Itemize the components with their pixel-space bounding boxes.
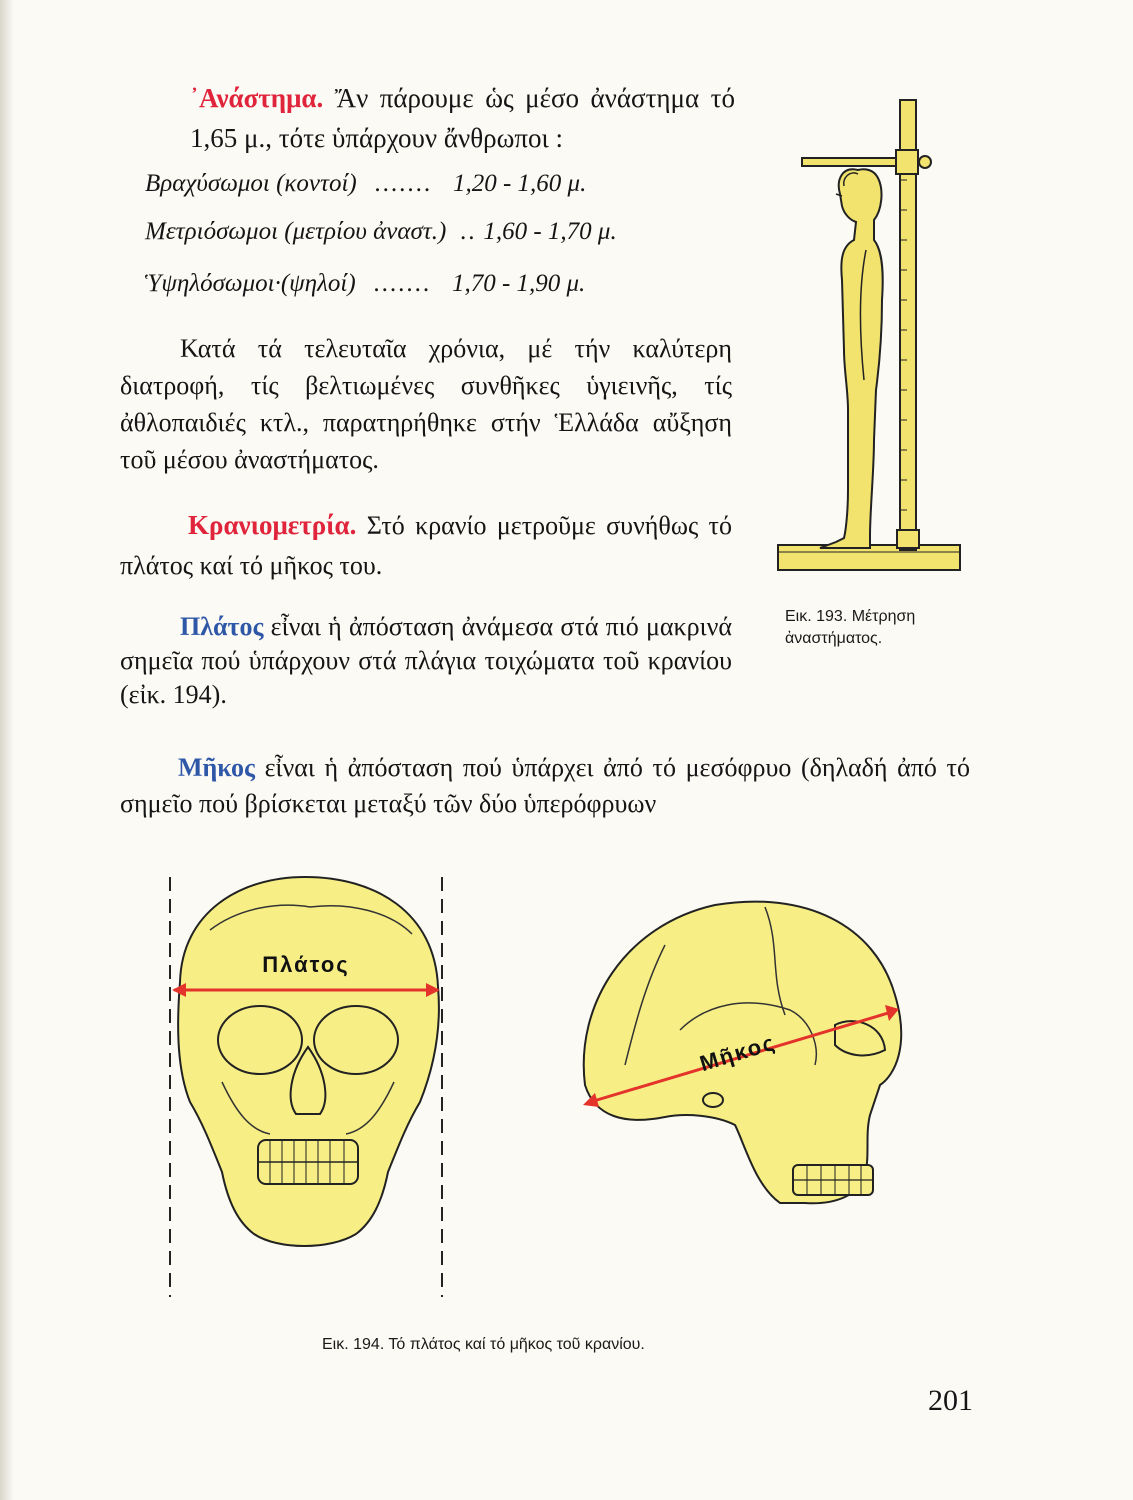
craniometry-term: Κρανιομετρία. (188, 510, 357, 540)
width-term: Πλάτος (180, 612, 264, 641)
stature-paragraph-text: Κατά τά τελευταῖα χρόνια, μέ τήν καλύτερη διατροφή, τίς βελτιωμένες συνθῆκες ὑγιεινῆς, τίς ἀθλοπαιδιές κτλ., παρατηρήθηκε στήν Ἑλλάδα αὔξηση τοῦ μέσου ἀναστήματος. (120, 334, 732, 474)
length-paragraph (120, 750, 970, 822)
row-range: 1,20 - 1,60 μ. (452, 170, 587, 197)
figure-194-skull-front (150, 872, 460, 1302)
label-length: Μῆκος (696, 1029, 779, 1077)
length-text: εἶναι ἡ ἀπόσταση πού ὑπάρχει ἀπό τό μεσόφρυο (δηλαδή ἀπό τό σημεῖο πού βρίσκεται μεταξύ τῶν δύο ὑπερόφρυων (120, 753, 970, 818)
row-dots: ....... (373, 270, 432, 297)
row-dots: .. (460, 218, 478, 245)
stature-rows (145, 170, 765, 310)
figure-194-skull-side (565, 885, 915, 1225)
page-edge (0, 0, 14, 1500)
stature-term: ᾽Ανάστημα. (190, 83, 324, 113)
stature-text: Ἄν πάρουμε ὡς μέσο ἀνάστημα τό 1,65 μ., τότε ὑπάρχουν ἄνθρωποι : (190, 83, 735, 153)
stature-row (145, 170, 586, 198)
row-range: 1,60 - 1,70 μ. (483, 218, 617, 245)
row-dots: ....... (374, 170, 433, 197)
page-number: 201 (928, 1384, 973, 1417)
stature-row (145, 218, 617, 246)
craniometry-text: Στό κρανίο μετροῦμε συνήθως τό πλάτος καί τό μῆκος του. (120, 511, 732, 580)
figure-193-caption: Εικ. 193. Μέτρηση ἀναστήματος. (785, 608, 916, 647)
stature-paragraph (120, 330, 732, 478)
stature-intro (190, 78, 735, 158)
figure-194-caption: Εικ. 194. Τό πλάτος καί τό μῆκος τοῦ κρανίου. (322, 1336, 645, 1353)
width-paragraph (120, 610, 732, 712)
row-label: Ὑψηλόσωμοι·(ψηλοί) (145, 270, 356, 297)
row-label: Βραχύσωμοι (κοντοί) (145, 170, 357, 197)
stature-row (145, 270, 585, 298)
length-term: Μῆκος (178, 753, 255, 782)
row-label: Μετριόσωμοι (μετρίου ἀναστ.) (145, 218, 447, 245)
figure-193-stature (770, 90, 965, 580)
row-range: 1,70 - 1,90 μ. (451, 270, 586, 297)
craniometry-paragraph (120, 505, 732, 586)
label-width: Πλάτος (262, 952, 350, 977)
width-text: εἶναι ἡ ἀπόσταση ἀνάμεσα στά πιό μακρινά σημεῖα πού ὑπάρχουν στά πλάγια τοιχώματα τοῦ κρανίου (εἰκ. 194). (120, 612, 732, 709)
